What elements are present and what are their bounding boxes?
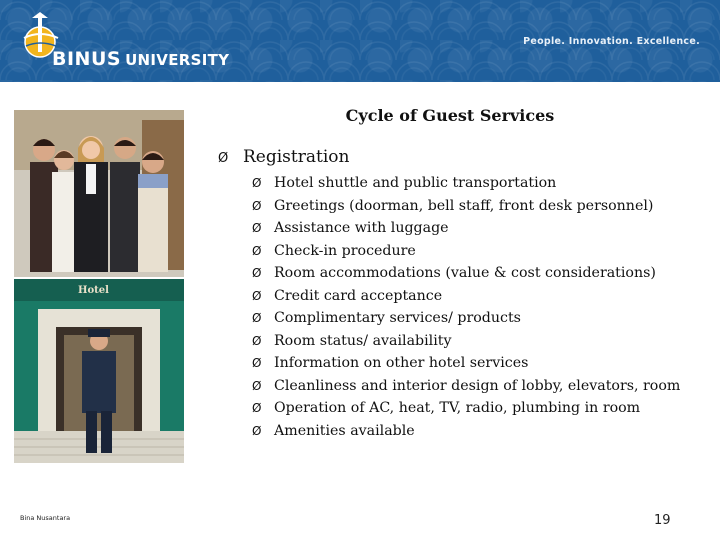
bullet-arrow-icon: Ø [252, 221, 262, 235]
bullet-arrow-icon: Ø [252, 243, 262, 258]
list-item [252, 352, 680, 375]
page-number: 19 [654, 513, 671, 528]
doorman-illustration [14, 279, 184, 463]
bullet-arrow-icon: Ø [252, 333, 262, 348]
section-heading [218, 147, 349, 167]
list-item-label: Information on other hotel services [274, 355, 529, 371]
list-item-label: Check-in procedure [274, 242, 416, 259]
list-item [252, 195, 680, 218]
list-item-label: Room status/ availability [274, 332, 452, 349]
tagline: People. Innovation. Excellence. [523, 36, 700, 47]
binus-logo[interactable] [14, 12, 230, 74]
list-item-label: Amenities available [274, 422, 415, 439]
bullet-arrow-icon: Ø [252, 311, 262, 325]
list-item-label: Credit card acceptance [274, 287, 443, 304]
hotel-sign: Hotel [78, 285, 109, 296]
list-item [252, 375, 680, 398]
section-heading-label: Registration [243, 147, 350, 167]
list-item [252, 397, 680, 420]
list-item-label: Room accommodations (value & cost considerations) [274, 265, 656, 281]
list-item [252, 330, 680, 353]
hotel-staff-photo [14, 110, 184, 277]
bullet-arrow-icon: Ø [252, 198, 262, 213]
list-item [252, 420, 680, 443]
logo-wordmark [52, 48, 229, 70]
footer-author: Bina Nusantara [20, 514, 71, 522]
slide-title: Cycle of Guest Services [345, 106, 555, 125]
bullet-arrow-icon: Ø [252, 266, 262, 280]
list-item-label: Cleanliness and interior design of lobby, elevators, room [274, 377, 681, 394]
list-item [252, 307, 680, 330]
bullet-arrow-icon: Ø [252, 176, 262, 190]
list-item-label: Assistance with luggage [274, 220, 449, 236]
service-list [252, 172, 680, 442]
hotel-doorman-photo [14, 279, 184, 463]
bullet-arrow-icon: Ø [252, 288, 262, 303]
list-item [252, 285, 680, 308]
bullet-arrow-icon: Ø [252, 356, 262, 370]
list-item [252, 240, 680, 263]
list-item [252, 262, 680, 285]
list-item [252, 172, 680, 195]
logo-sub-text: UNIVERSITY [125, 51, 230, 69]
staff-illustration [14, 110, 184, 277]
list-item-label: Greetings (doorman, bell staff, front desk personnel) [274, 197, 654, 214]
bullet-arrow-icon: Ø [252, 378, 262, 393]
list-item-label: Complimentary services/ products [274, 310, 521, 326]
list-item-label: Operation of AC, heat, TV, radio, plumbing in room [274, 400, 641, 416]
logo-main-text: BINUS [52, 48, 122, 70]
bullet-arrow-icon: Ø [252, 423, 262, 438]
bullet-arrow-icon: Ø [218, 151, 229, 166]
header-banner [0, 0, 720, 82]
list-item [252, 217, 680, 240]
bullet-arrow-icon: Ø [252, 401, 262, 415]
list-item-label: Hotel shuttle and public transportation [274, 175, 557, 191]
